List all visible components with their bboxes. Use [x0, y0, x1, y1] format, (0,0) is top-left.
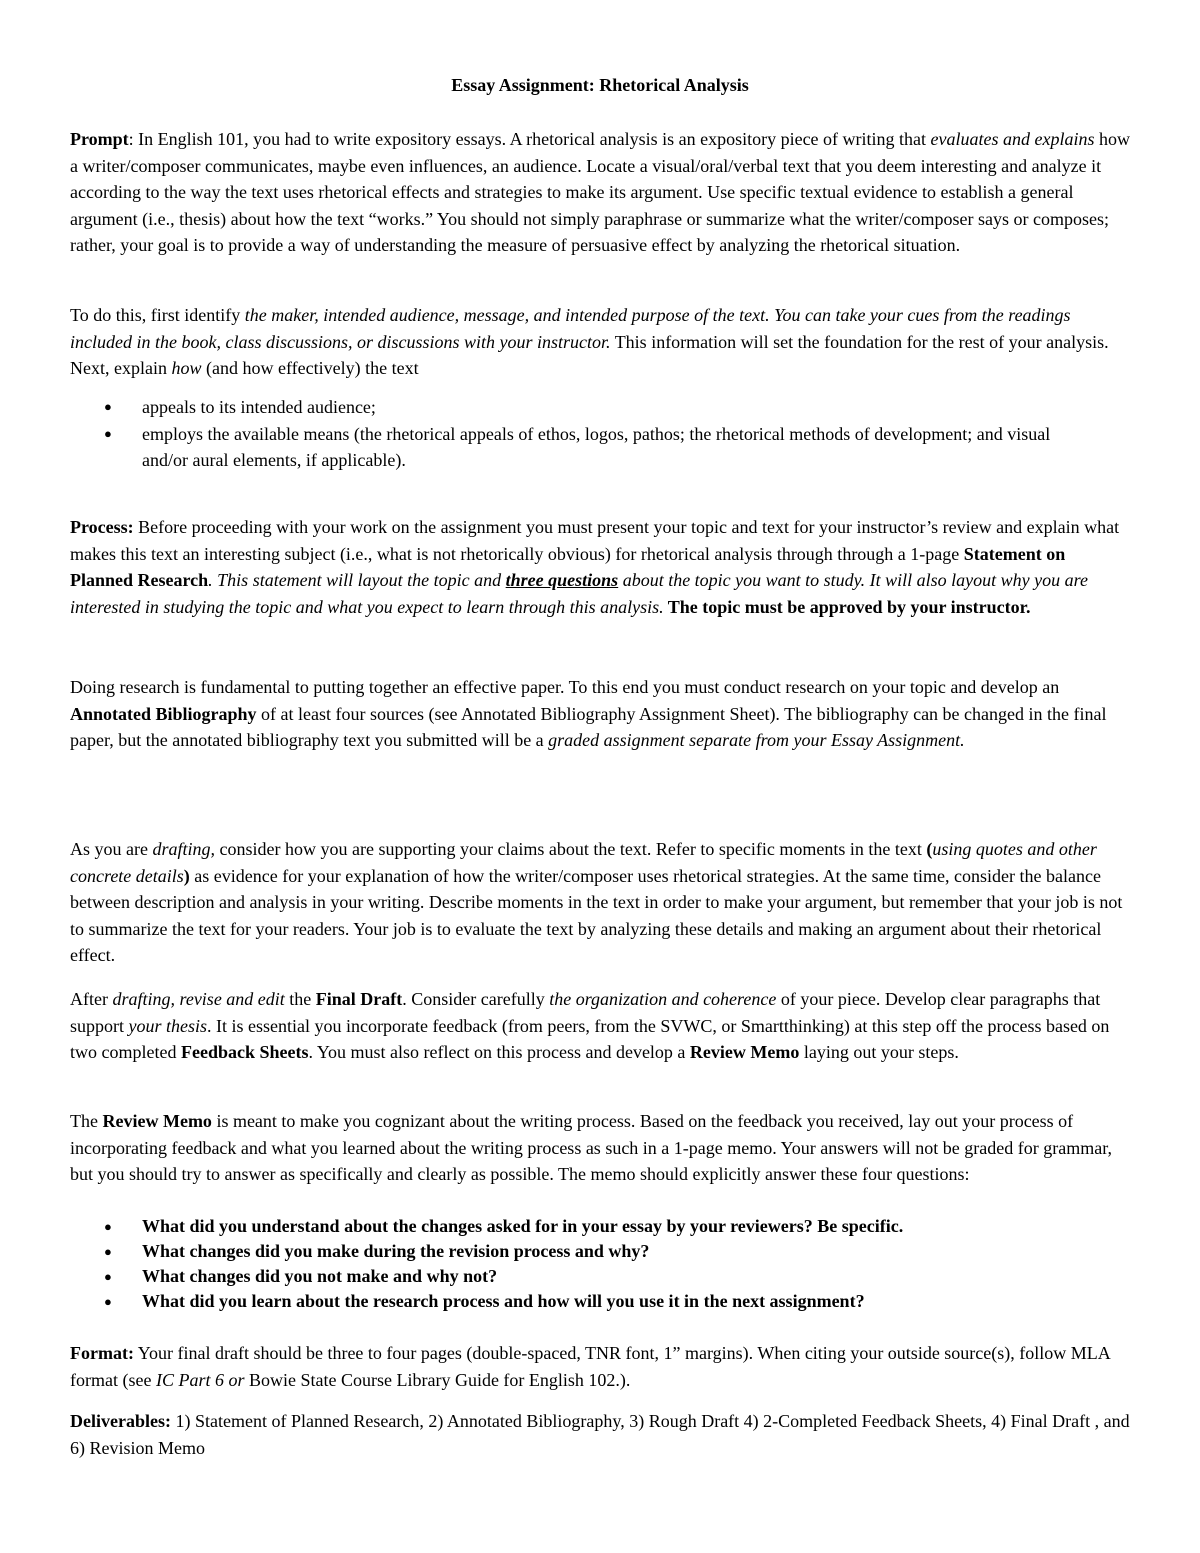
research-paragraph — [70, 674, 1130, 754]
todo-text: To do this, first identify — [70, 305, 245, 325]
format-text: Your final draft should be three to four pages (double-spaced, TNR font, 1” margins). When citing your outside source(s), follow MLA format (see — [70, 1343, 1110, 1390]
list-item: ● employs the available means (the rhetorical appeals of ethos, logos, pathos; the rhetorical methods of development; and visual and/or aural elements, if applicable). — [70, 421, 1070, 474]
list-item: ● What changes did you make during the revision process and why? — [70, 1239, 1070, 1264]
todo-emphasis-how: how — [171, 358, 202, 378]
prompt-text-cont: how a writer/composer communicates, maybe even influences, an audience. Locate a visual/oral/verbal text that you deem interesting and analyze it according to the way the text uses rhetorical effects and strategies to make its argument. Use specific textual evidence to establish a general argument (i.e., thesis) about how the text “works.” You should not simply paraphrase or summarize what the writer/composer says or composes; rather, your goal is to provide a way of understanding the measure of persuasive effect by analyzing the rhetorical situation. — [70, 129, 1130, 255]
prompt-emphasis: evaluates and explains — [930, 129, 1095, 149]
after-text: After — [70, 989, 113, 1009]
after-text-5: . It is essential you incorporate feedback (from peers, from the SVWC, or Smartthinking) at this step off the process based on two completed — [70, 1015, 1110, 1062]
list-item: ● appeals to its intended audience; — [70, 394, 1070, 421]
list-item: ● What did you learn about the research process and how will you use it in the next assignment? — [70, 1289, 1070, 1314]
process-approval-note: The topic must be approved by your instructor. — [663, 596, 1031, 617]
drafting-emphasis-quotes: using quotes and other concrete details — [70, 839, 1097, 886]
research-text: Doing research is fundamental to putting together an effective paper. To this end you must conduct research on your topic and develop an — [70, 677, 1060, 697]
process-paragraph — [70, 514, 1130, 620]
format-text-cont: Bowie State Course Library Guide for English 102.). — [244, 1369, 631, 1390]
memo-bold: Review Memo — [102, 1111, 212, 1131]
process-emphasis-cont: about the topic you want to study. It will also layout why you are interested in studying the topic and what you expect to learn through this analysis. — [70, 570, 1088, 617]
research-emphasis: graded assignment separate from your Essay Assignment. — [548, 730, 965, 750]
drafting-text-cont: consider how you are supporting your claims about the text. Refer to specific moments in the text — [215, 839, 927, 859]
process-bold-statement: Statement on Planned Research — [70, 543, 1066, 590]
research-text-cont: of at least four sources (see Annotated Bibliography Assignment Sheet). The bibliography can be changed in the final paper, but the annotated bibliography text you submitted will be a — [70, 703, 1107, 750]
list-item: ● What changes did you not make and why not? — [70, 1264, 1070, 1289]
prompt-paragraph — [70, 126, 1130, 259]
document-title: Essay Assignment: Rhetorical Analysis — [451, 75, 749, 95]
prompt-label: Prompt — [70, 129, 129, 149]
after-text-4: of your piece. Develop clear paragraphs that support — [70, 989, 1101, 1036]
drafting-paren-open: ( — [926, 839, 933, 859]
deliverables-paragraph — [70, 1408, 1130, 1461]
todo-text-end: (and how effectively) the text — [201, 358, 419, 378]
deliverables-label: Deliverables: — [70, 1411, 171, 1431]
list-item: ● What did you understand about the changes asked for in your essay by your reviewers? Be specific. — [70, 1214, 1070, 1239]
process-text: Before proceeding with your work on the assignment you must present your topic and text for your instructor’s review and explain what makes this text an interesting subject (i.e., what is not rhetorically obvious) for rhetorical analysis through through a 1-page — [70, 517, 1120, 564]
process-three-questions: three questions — [505, 570, 619, 590]
todo-emphasis: the maker, intended audience, message, and intended purpose of the text. You can take your cues from the readings included in the book, class discussions, or discussions with your instructor. — [70, 305, 1071, 352]
drafting-paragraph — [70, 836, 1130, 969]
memo-text: The — [70, 1111, 103, 1131]
after-emphasis-2: the organization and coherence — [549, 989, 777, 1009]
research-bold: Annotated Bibliography — [70, 703, 257, 724]
after-text-6: . You must also reflect on this process and develop a — [308, 1042, 690, 1062]
process-label: Process: — [70, 517, 134, 537]
memo-question-list — [70, 1214, 1070, 1314]
after-final-draft: Final Draft — [315, 989, 403, 1009]
deliverables-text: 1) Statement of Planned Research, 2) Annotated Bibliography, 3) Rough Draft 4) 2-Completed Feedback Sheets, 4) Final Draft , and 6) Revision Memo — [70, 1411, 1130, 1458]
todo-paragraph — [70, 302, 1130, 382]
memo-paragraph — [70, 1108, 1130, 1188]
format-paragraph — [70, 1340, 1130, 1393]
after-review-memo: Review Memo — [689, 1042, 800, 1062]
after-emphasis: drafting, revise and edit — [112, 989, 285, 1009]
format-emphasis: IC Part 6 or — [155, 1369, 245, 1390]
after-feedback-sheets: Feedback Sheets — [180, 1042, 309, 1062]
after-text-7: laying out your steps. — [799, 1042, 959, 1062]
format-label: Format: — [70, 1343, 134, 1363]
memo-text-cont: is meant to make you cognizant about the writing process. Based on the feedback you received, lay out your process of incorporating feedback and what you learned about the writing process as such in a 1-page memo. Your answers will not be graded for grammar, but you should try to answer as specifically and clearly as possible. The memo should explicitly answer these four questions: — [70, 1111, 1112, 1184]
prompt-text: : In English 101, you had to write expository essays. A rhetorical analysis is an expository piece of writing that — [128, 129, 931, 149]
drafting-paren-close: ) — [183, 865, 190, 886]
drafting-text: As you are — [70, 839, 153, 859]
after-paragraph — [70, 986, 1130, 1066]
todo-text-cont: This information will set the foundation for the rest of your analysis. Next, explain — [70, 331, 1109, 378]
after-text-2: the — [284, 989, 316, 1009]
process-emphasis: . This statement will layout the topic and — [208, 570, 506, 590]
drafting-emphasis: drafting, — [152, 839, 215, 859]
after-emphasis-3: your thesis — [128, 1015, 207, 1036]
drafting-text-end: as evidence for your explanation of how the writer/composer uses rhetorical strategies. At the same time, consider the balance between description and analysis in your writing. Describe moments in the text in order to make your argument, but remember that your job is not to summarize the text for your readers. Your job is to evaluate the text by analyzing these details and making an argument about their rhetorical effect. — [70, 865, 1123, 965]
after-text-3: . Consider carefully — [402, 989, 550, 1009]
todo-bullet-list — [70, 394, 1070, 474]
